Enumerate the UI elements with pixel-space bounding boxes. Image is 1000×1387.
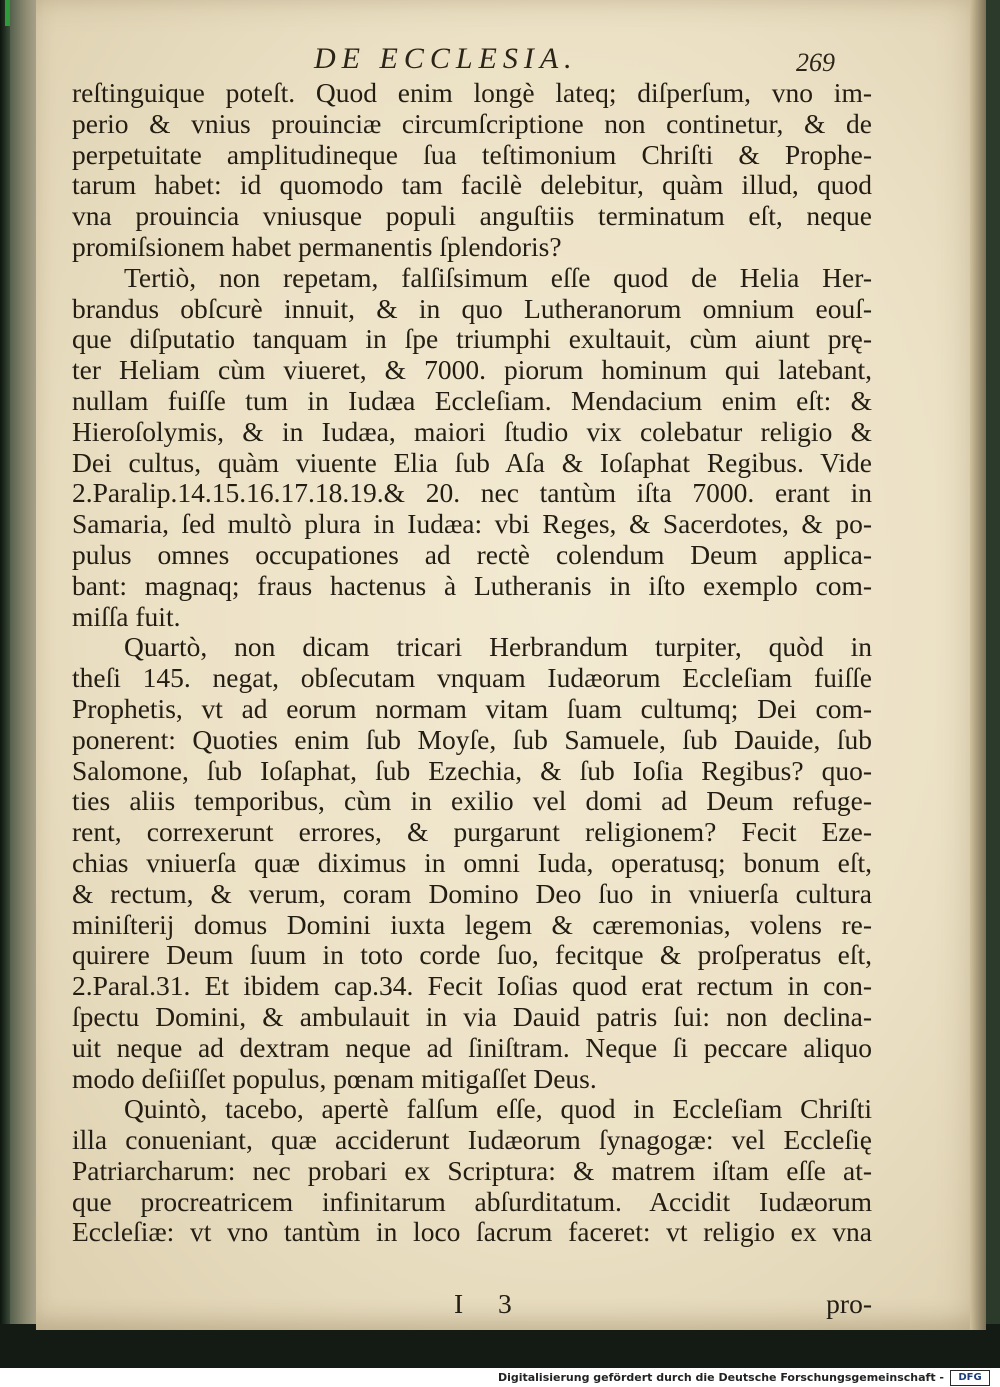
body-text (72, 78, 872, 1248)
text-line: promiſsionem habet permanentis ſplendoris? (72, 230, 562, 262)
dfg-logo-icon: DFG (950, 1370, 990, 1386)
text-line: Eccleſiæ: vt vno tantùm in loco ſacrum faceret: vt religio ex vna (72, 1216, 872, 1248)
text-line: perpetuitate amplitudineque ſua teſtimonium Chriſti & Prophe- (72, 138, 872, 170)
page-number: 269 (796, 48, 835, 77)
text-line: que diſputatio tanquam in ſpe triumphi exultauit, cùm aiunt prę- (72, 323, 872, 355)
page-edge (970, 0, 986, 1330)
text-line: ſpectu Domini, & ambulauit in via Dauid patris ſui: non declina- (72, 1000, 872, 1032)
running-head: DE ECCLESIA. (314, 42, 578, 75)
page-foot (72, 1288, 872, 1322)
text-line: 2.Paralip.14.15.16.17.18.19.& 20. nec tantùm iſta 7000. erant in (72, 477, 872, 509)
text-line: theſi 145. negat, obſecutam vnquam Iudæorum Eccleſiam fuiſſe (72, 662, 872, 694)
text-line: miniſterij domus Domini iuxta legem & cæremonias, volens re- (72, 908, 872, 940)
text-line: uit neque ad dextram neque ad ſiniſtram. Neque ſi peccare aliquo (72, 1031, 872, 1063)
funding-credit: Digitalisierung gefördert durch die Deutsche Forschungsgemeinschaft - (497, 1371, 944, 1384)
text-line: & rectum, & verum, coram Domino Deo ſuo in vniuerſa cultura (72, 877, 872, 909)
text-line: Quartò, non dicam tricari Herbrandum turpiter, quòd in (124, 631, 872, 663)
text-line: modo deſiiſſet populus, pœnam mitigaſſet Deus. (72, 1062, 597, 1094)
text-line: ties aliis temporibus, cùm in exilio vel domi ad Deum refuge- (72, 785, 872, 817)
text-line: 2.Paral.31. Et ibidem cap.34. Fecit Ioſias quod erat rectum in con- (72, 970, 872, 1002)
text-line: bant: magnaq; fraus hactenus à Lutheranis in iſto exemplo com- (72, 569, 872, 601)
text-line: Tertiò, non repetam, falſiſsimum eſſe quod de Helia Her- (124, 261, 872, 293)
text-line: miſſa fuit. (72, 600, 181, 632)
text-line: Hieroſolymis, & in Iudæa, maiori ſtudio vix colebatur religio & (72, 415, 872, 447)
text-line: Patriarcharum: nec probari ex Scriptura: & matrem iſtam eſſe at- (72, 1154, 872, 1186)
text-line: que procreatricem infinitarum abſurditatum. Accidit Iudæorum (72, 1185, 872, 1217)
book-page (36, 0, 986, 1330)
catchword: pro- (826, 1288, 872, 1319)
text-line: Samaria, ſed multò plura in Iudæa: vbi Reges, & Sacerdotes, & po- (72, 508, 872, 540)
text-line: quirere Deum ſuum in toto corde ſuo, fecitque & proſperatus eſt, (72, 939, 872, 971)
text-line: ter Heliam cùm viueret, & 7000. piorum hominum qui latebant, (72, 354, 872, 386)
text-line: ponerent: Quoties enim ſub Moyſe, ſub Samuele, ſub Dauide, ſub (72, 723, 872, 755)
text-line: Quintò, tacebo, apertè falſum eſſe, quod in Eccleſiam Chriſti (124, 1093, 872, 1125)
digitization-footer (0, 1368, 1000, 1387)
text-line: Salomone, ſub Ioſaphat, ſub Ezechia, & ſub Ioſia Regibus? quo- (72, 754, 872, 786)
scan-edge (0, 0, 10, 1368)
scan-bottom-edge (0, 1324, 1000, 1368)
text-line: nullam fuiſſe tum in Iudæa Eccleſiam. Mendacium enim eſt: & (72, 384, 872, 416)
text-line: Prophetis, vt ad eorum normam vitam ſuam cultumq; Dei com- (72, 692, 872, 724)
text-line: reſtinguique poteſt. Quod enim longè lateq; diſperſum, vno im- (72, 77, 872, 108)
text-line: pulus omnes occupationes ad rectè colendum Deum applica- (72, 538, 872, 570)
signature-mark: I 3 (454, 1288, 526, 1319)
text-line: chias vniuerſa quæ diximus in omni Iuda, operatusq; bonum eſt, (72, 846, 872, 878)
text-line: vna prouincia vniusque populi anguſtiis terminatum eſt, neque (72, 200, 872, 232)
text-line: perio & vnius prouinciæ circumſcriptione non continetur, & de (72, 107, 872, 139)
text-line: tarum habet: id quomodo tam facilè delebitur, quàm illud, quod (72, 169, 872, 201)
book-gutter (10, 0, 36, 1368)
text-line: Dei cultus, quàm viuente Elia ſub Aſa & Ioſaphat Regibus. Vide (72, 446, 872, 478)
text-line: brandus obſcurè innuit, & in quo Lutheranorum omnium eouſ- (72, 292, 872, 324)
text-line: illa conueniant, quæ acciderunt Iudæorum ſynagogæ: vel Eccleſię (72, 1124, 872, 1156)
text-line: rent, correxerunt errores, & purgarunt religionem? Fecit Eze- (72, 816, 872, 848)
